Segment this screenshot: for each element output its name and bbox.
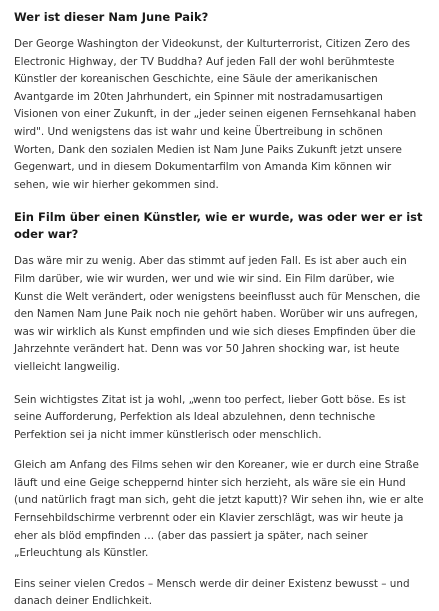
article-paragraph-film-opening: Gleich am Anfang des Films sehen wir den Koreaner, wie er durch eine Straße läuft und eine Geige scheppernd hinter sich herzieht, als wäre sie ein Hund (und natürlich fragt man sich, geht die jetzt kaputt)? Wir sehen ihn, wie er alte Fernsehbildschirme verbrennt oder ein Klavier zerschlägt, was wir heute ja eher als blöd empfinden … (aber das passiert ja später, nach seiner „Erleuchtung als Künstler.: [14, 459, 424, 560]
article-paragraph-intro: Der George Washington der Videokunst, der Kulturterrorist, Citizen Zero des Electronic Highway, der TV Buddha? Auf jeden Fall der wohl berühmteste Künstler der koreanischen Geschichte, eine Säule der amerikanischen Avantgarde im 20ten Jahrhundert, ein Spinner mit nostradamusartigen Visionen von einer Zukunft, in der „jeder seinen eigenen Fernsehkanal haben wird". Und wenigstens das ist wahr und keine Übertreibung in schönen Worten, Dank den sozialen Medien ist Nam June Paiks Zukunft jetzt unsere Gegenwart, und in diesem Dokumentarfilm von Amanda Kim können wir sehen, wie wir hierher gekommen sind.: [14, 38, 417, 191]
article-paragraph-credo: Eins seiner vielen Credos – Mensch werde dir deiner Existenz bewusst – und danach deiner Endlichkeit.: [14, 577, 410, 608]
article-paragraph-quote: Sein wichtigstes Zitat ist ja wohl, „wenn too perfect, lieber Gott böse. Es ist seine Aufforderung, Perfektion als Ideal abzulehnen, denn technische Perfektion sei ja nicht immer künstlerisch oder menschlich.: [14, 393, 406, 441]
article-heading-film-about-artist: Ein Film über einen Künstler, wie er wurde, was oder wer er ist oder war?: [14, 210, 423, 242]
article-heading-who-is-paik: Wer ist dieser Nam June Paik?: [14, 10, 209, 24]
article-paragraph-film-about-us: Das wäre mir zu wenig. Aber das stimmt auf jeden Fall. Es ist aber auch ein Film darüber, wie wir wurden, wer und wie wir sind. Ein Film darüber, wie Kunst die Welt verändert, oder wenigstens beeinflusst auch für Menschen, die den Namen Nam June Paik noch nie gehört haben. Worüber wir uns aufregen, was wir wirklich als Kunst empfinden und wie sich dieses Empfinden über die Jahrzehnte verändert hat. Denn was vor 50 Jahren shocking war, ist heute vielleicht langweilig.: [14, 255, 421, 373]
